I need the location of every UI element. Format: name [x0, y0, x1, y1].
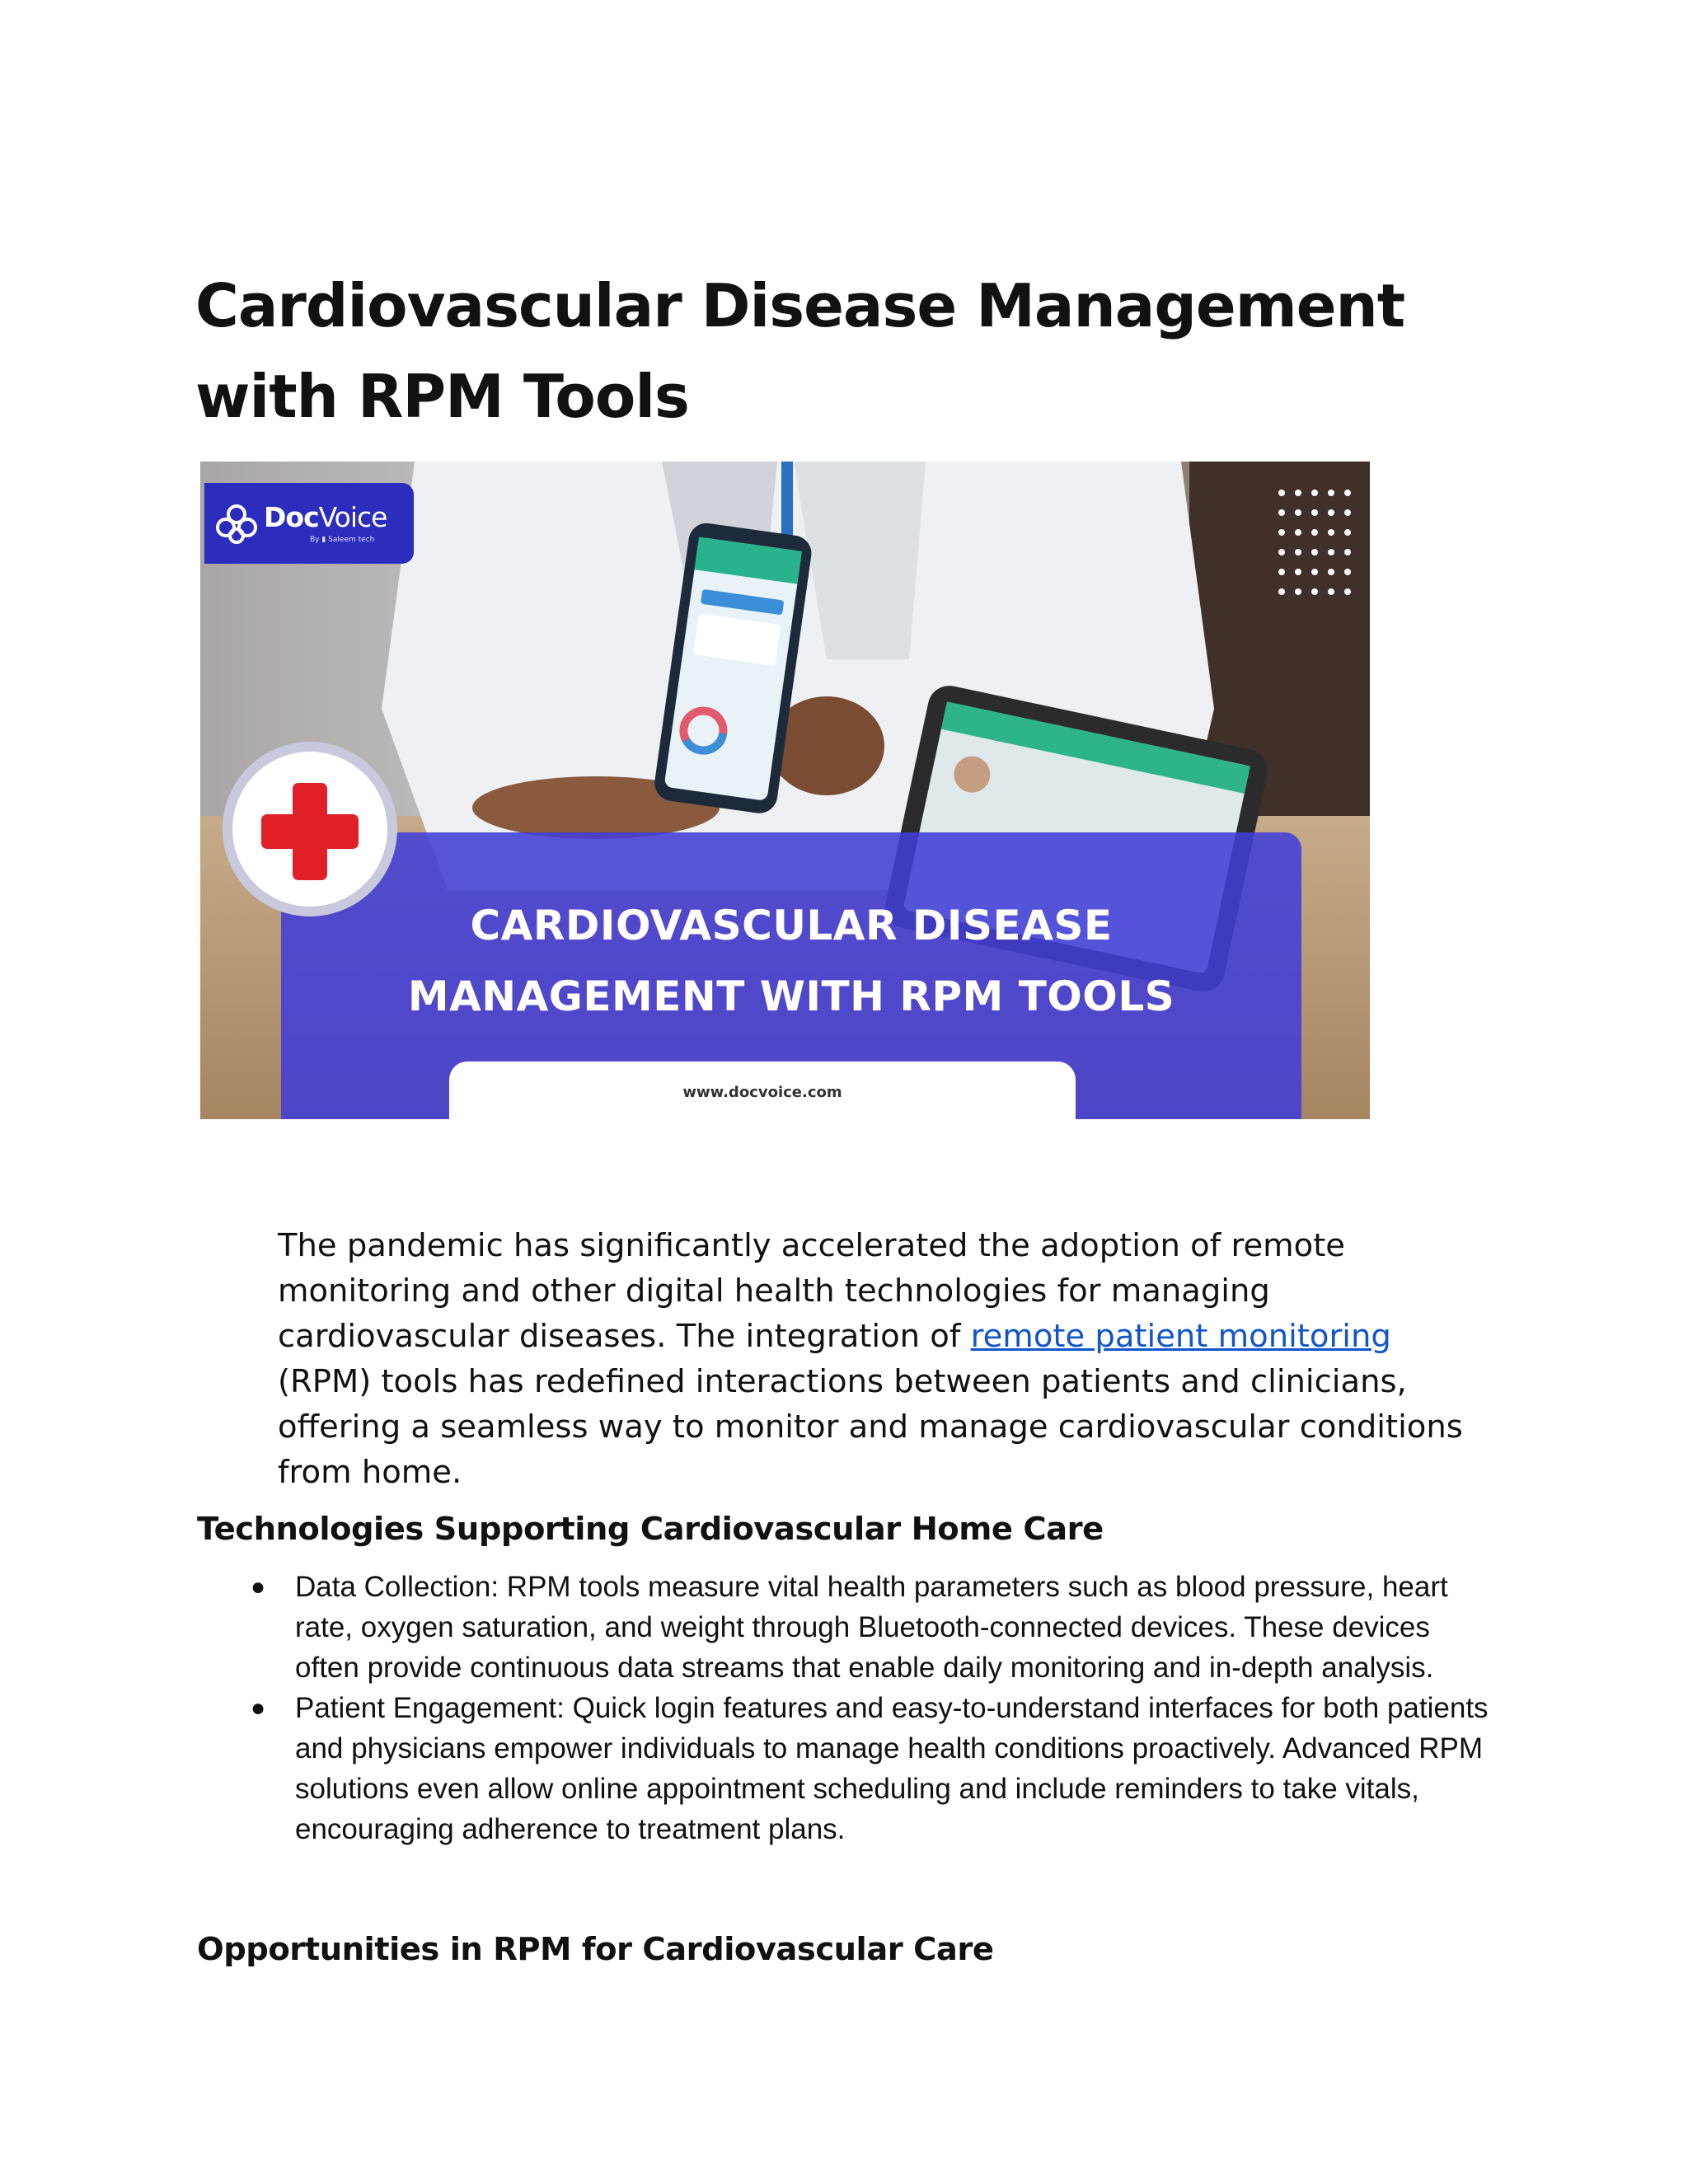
- list-item: [241, 1688, 1493, 1849]
- hero-heading-line1: CARDIOVASCULAR DISEASE: [470, 902, 1113, 949]
- bullet-icon: ●: [251, 1694, 266, 1722]
- list-item-text: Patient Engagement: Quick login features and easy-to-understand interfaces for both patients and physicians empower individuals to manage health conditions proactively. Advanced RPM solutions even allow online appointment scheduling and include reminders to take vitals, encouraging adherence to treatment plans.: [295, 1692, 1489, 1845]
- list-item: [241, 1567, 1493, 1688]
- cross-horizontal-bar: [261, 814, 359, 849]
- logo-subtitle: By ▮ Saleem tech: [310, 536, 375, 544]
- intro-paragraph: [278, 1223, 1473, 1495]
- hero-url: www.docvoice.com: [682, 1084, 842, 1101]
- list-item-text: Data Collection: RPM tools measure vital health parameters such as blood pressure, heart rate, oxygen saturation, and weight through Bluetooth-connected devices. These devices often provide continuous data streams that enable daily monitoring and in-depth analysis.: [295, 1571, 1448, 1684]
- rpm-link[interactable]: remote patient monitoring: [970, 1318, 1391, 1355]
- intro-text-start: The pandemic has significantly accelerated the adoption of remote monitoring and other digital health technologies for managing cardiovascular diseases. The integration of: [278, 1227, 1345, 1355]
- hero-image: [200, 462, 1370, 1119]
- page-title: Cardiovascular Disease Management with RPM Tools: [195, 271, 1405, 431]
- docvoice-logo: [204, 483, 414, 564]
- hero-heading-line2: MANAGEMENT WITH RPM TOOLS: [407, 972, 1175, 1020]
- bullet-icon: ●: [251, 1573, 266, 1601]
- section-heading-technologies: Technologies Supporting Cardiovascular Home Care: [197, 1511, 1104, 1548]
- logo-text-voice: Voice: [318, 501, 387, 533]
- technologies-list: [241, 1567, 1493, 1849]
- hero-heading: [281, 890, 1301, 1032]
- section-heading-opportunities: Opportunities in RPM for Cardiovascular Care: [197, 1931, 994, 1968]
- docvoice-logo-icon: [214, 503, 259, 544]
- logo-text-doc: Doc: [264, 501, 319, 533]
- intro-text-end: (RPM) tools has redefined interactions between patients and clinicians, offering a seamless way to monitor and manage cardiovascular conditions from home.: [278, 1363, 1463, 1491]
